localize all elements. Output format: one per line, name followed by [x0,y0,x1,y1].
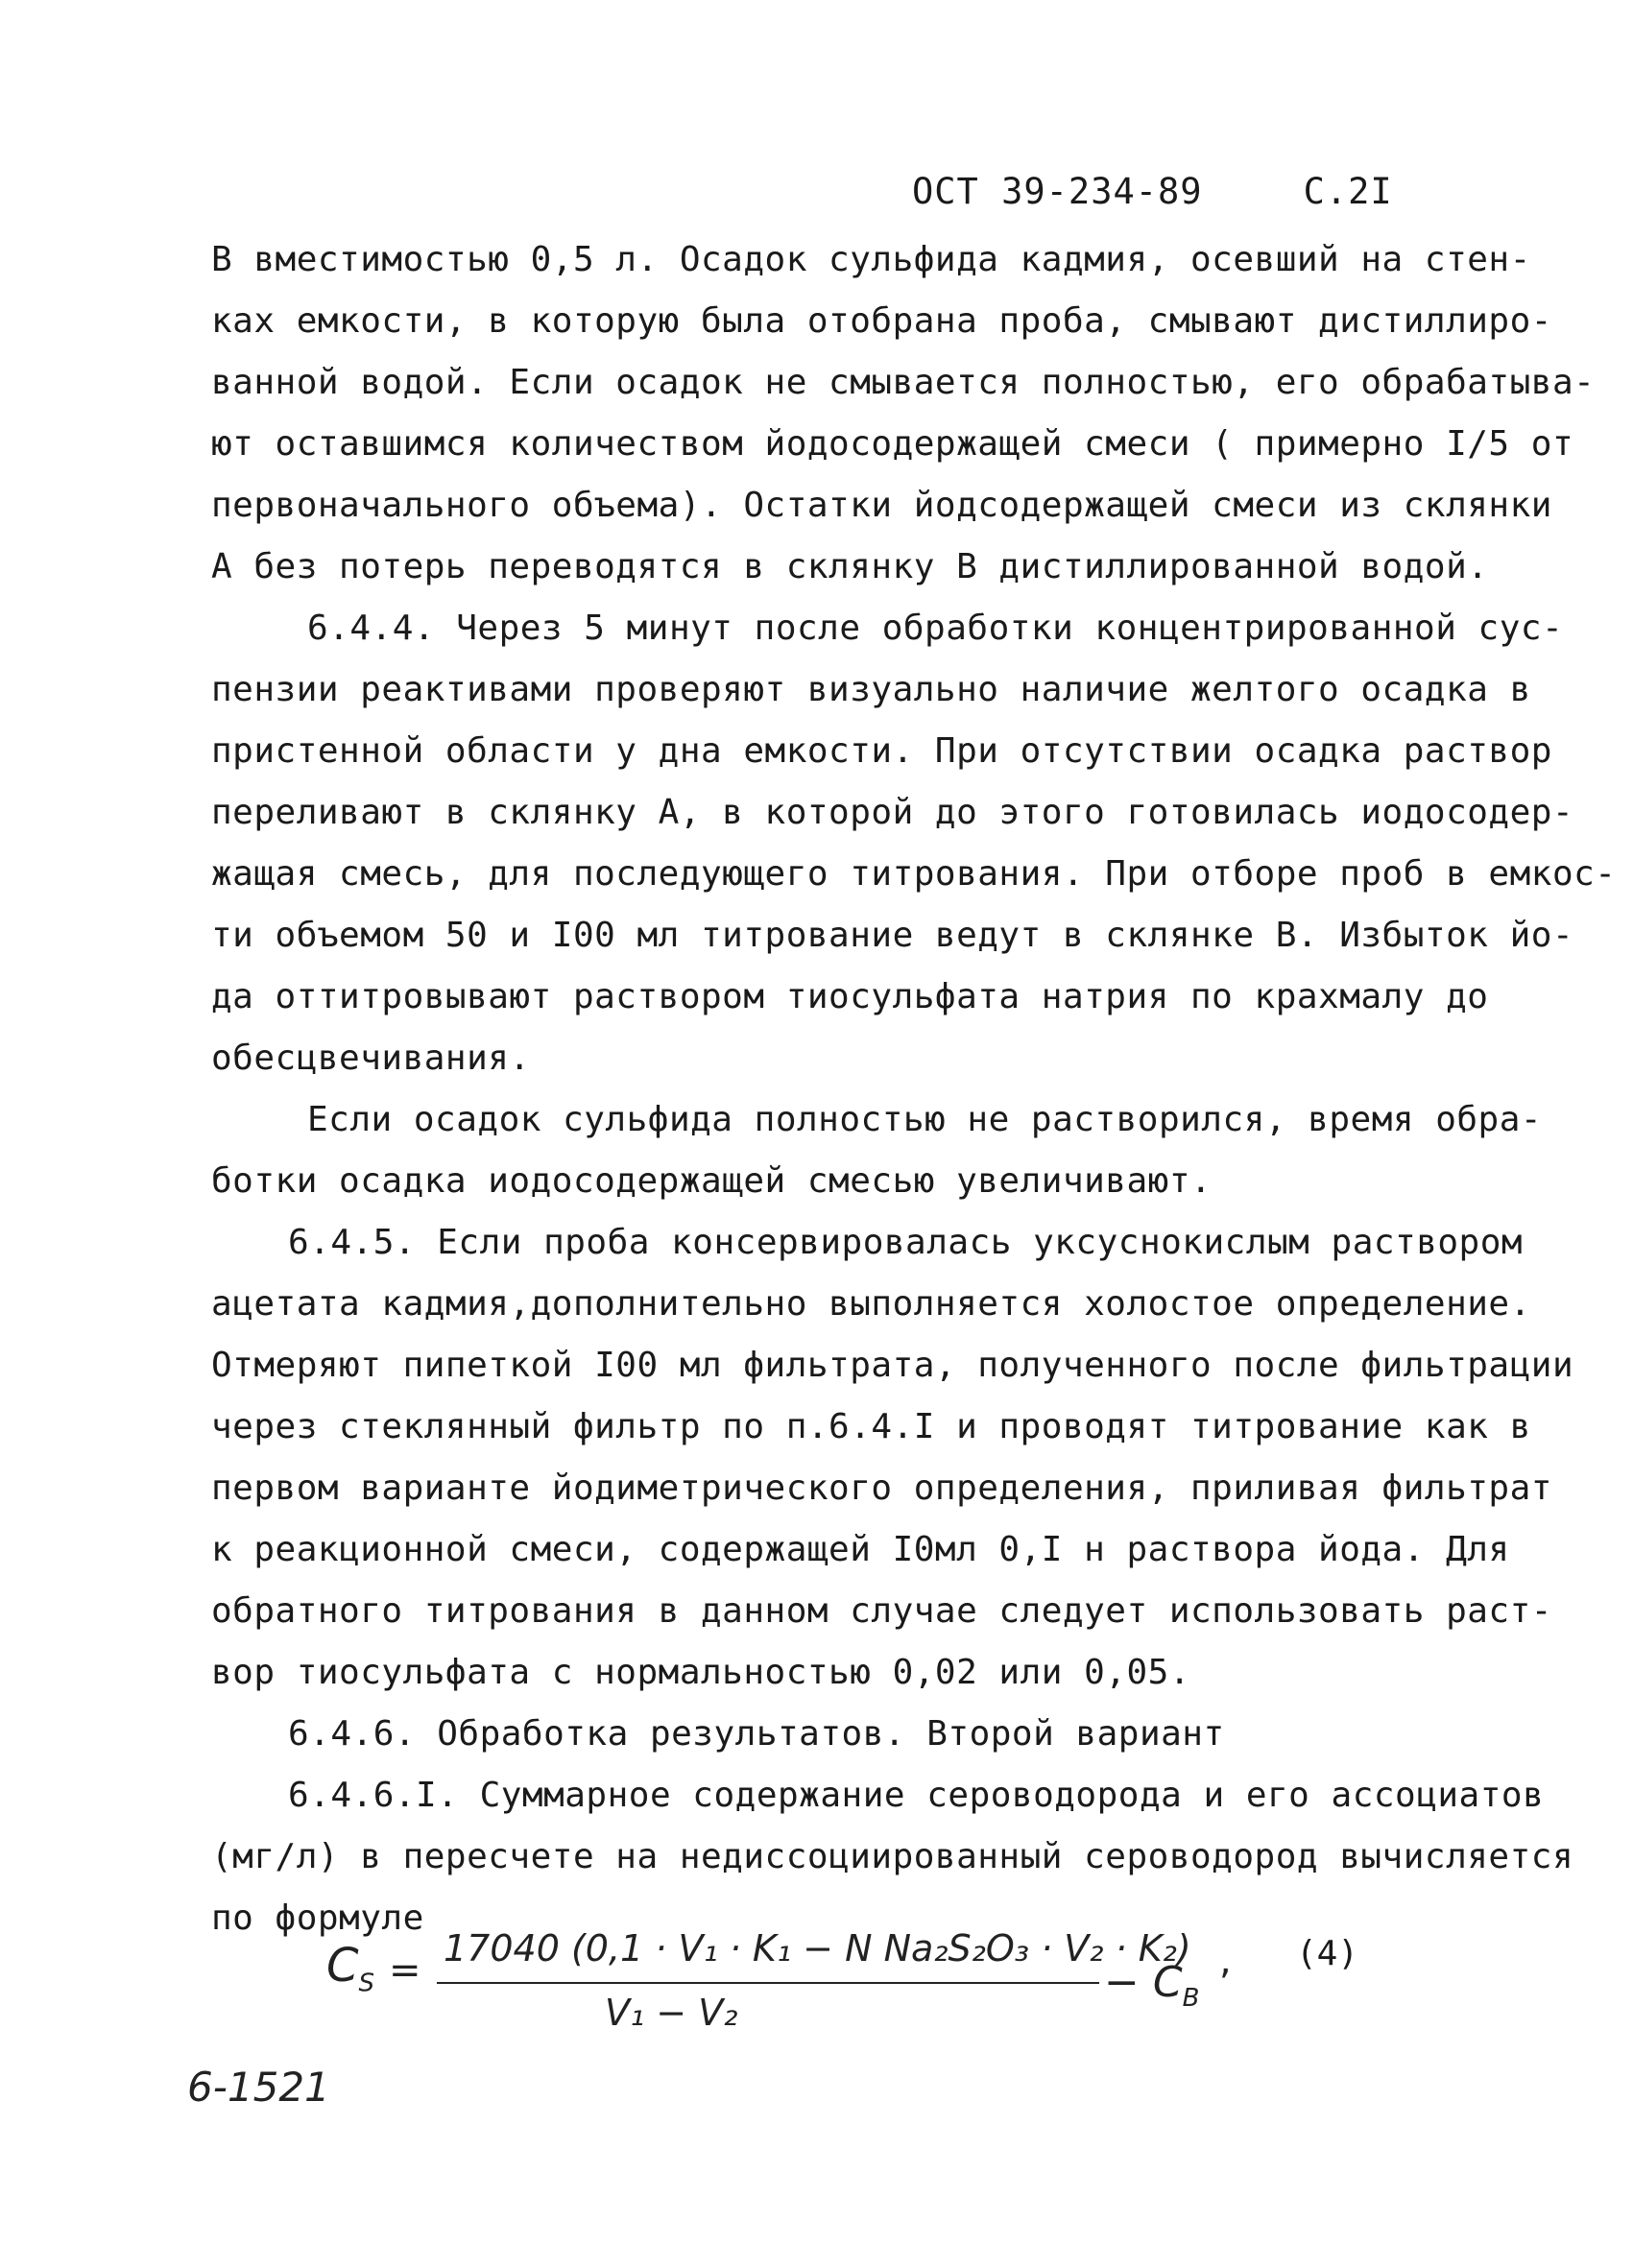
text-line: жащая смесь, для последующего титрования. При отборе проб в емкос- [211,854,1617,894]
formula-denominator: V₁ − V₂ [605,1992,738,2034]
text-line: ти объемом 50 и I00 мл титрование ведут в склянке В. Избыток йо- [211,916,1574,955]
text-line: ацетата кадмия,дополнительно выполняется холостое определение. [211,1284,1531,1324]
page-header [912,171,1393,212]
text-line: Отмеряют пипеткой I00 мл фильтрата, полученного после фильтрации [211,1346,1574,1385]
text-line: да оттитровывают раствором тиосульфата натрия по крахмалу до [211,977,1489,1016]
text-line: обесцвечивания. [211,1039,531,1078]
text-line: ют оставшимся количеством йодосодержащей смеси ( примерно I/5 от [211,424,1574,464]
text-line: А без потерь переводятся в склянку В дистиллированной водой. [211,547,1489,586]
text-line: первом варианте йодиметрического определения, приливая фильтрат [211,1468,1552,1508]
text-line: ботки осадка иодосодержащей смесью увеличивают. [211,1161,1213,1201]
paragraph-6-4-6-heading: 6.4.6. Обработка результатов. Второй вариант [288,1714,1225,1754]
text-line: первоначального объема). Остатки йодсодержащей смеси из склянки [211,486,1552,525]
text-line: ках емкости, в которую была отобрана проба, смывают дистиллиро- [211,301,1552,341]
text-line: обратного титрования в данном случае следует использовать раст- [211,1591,1552,1631]
text-line: через стеклянный фильтр по п.6.4.I и проводят титрование как в [211,1407,1531,1446]
document-code: ОСТ 39-234-89 [912,171,1203,212]
handwritten-note: 6-1521 [187,2064,330,2111]
formula-comma: , [1219,1939,1232,1983]
paragraph-6-4-6-1-start: 6.4.6.I. Суммарное содержание сероводорода и его ассоциатов [288,1776,1545,1815]
text-line: вор тиосульфата с нормальностью 0,02 или 0,05. [211,1653,1190,1692]
text-line: переливают в склянку А, в которой до этого готовилась иодосодер- [211,793,1574,832]
formula-equals: = [389,1948,421,1993]
formula-number: (4) [1296,1934,1359,1973]
paragraph-6-4-4-start: 6.4.4. Через 5 минут после обработки концентрированной сус- [307,609,1564,648]
text-line: к реакционной смеси, содержащей I0мл 0,I н раствора йода. Для [211,1530,1510,1569]
text-line: пензии реактивами проверяют визуально наличие желтого осадка в [211,670,1531,709]
page-number: С.2I [1303,171,1393,212]
formula-rhs: − $C_B$ [1104,1958,1200,2013]
text-line: (мг/л) в пересчете на недиссоциированный сероводород вычисляется [211,1837,1574,1876]
formula-numerator: 17040 (0,1 · V₁ · K₁ − N Na₂S₂O₃ · V₂ · K₂) [444,1927,1191,1970]
text-line: ванной водой. Если осадок не смывается полностью, его обрабатыва- [211,363,1596,402]
text-line: по формуле [211,1898,424,1938]
text-line: В вместимостью 0,5 л. Осадок сульфида кадмия, осевший на стен- [211,240,1531,279]
text-line: пристенной области у дна емкости. При отсутствии осадка раствор [211,731,1552,771]
fraction-bar [437,1982,1099,1984]
formula-lhs: $C_S$ [326,1939,375,1998]
paragraph-6-4-5-start: 6.4.5. Если проба консервировалась уксуснокислым раствором [288,1223,1524,1262]
paragraph-sulfide-start: Если осадок сульфида полностью не растворился, время обра- [307,1100,1543,1139]
